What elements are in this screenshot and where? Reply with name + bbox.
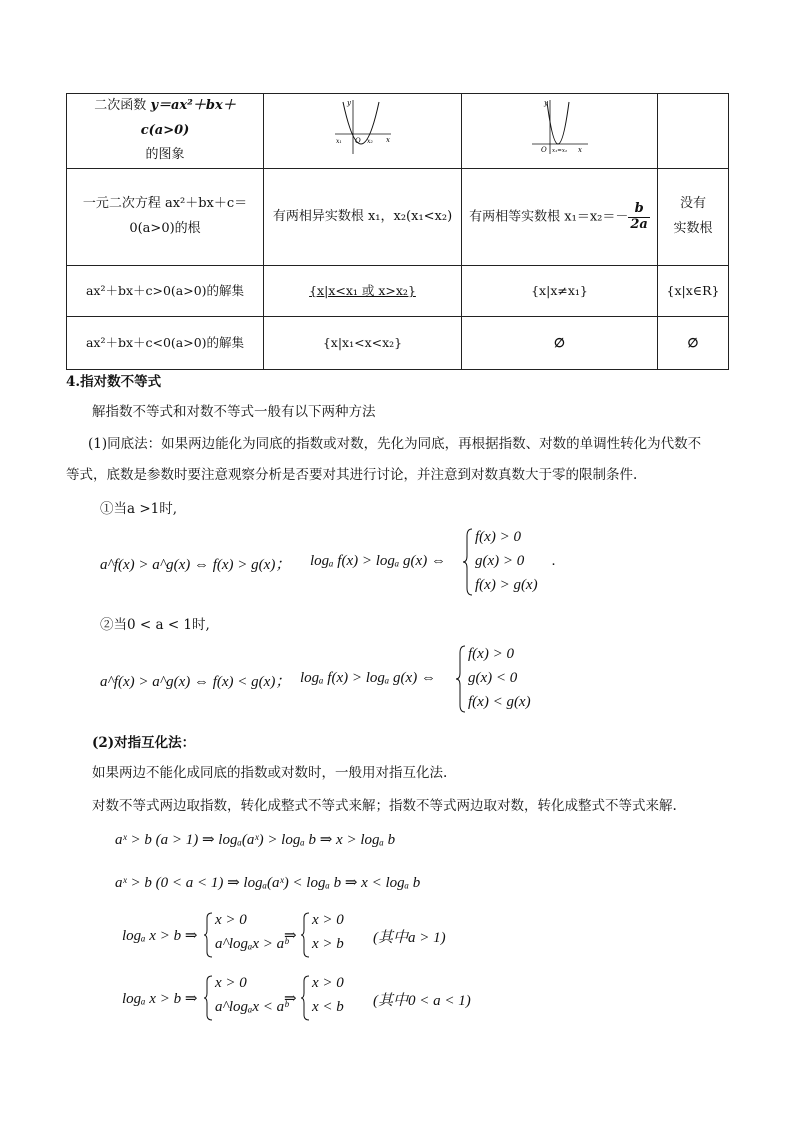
case2-label: ②当0 < a < 1时, bbox=[100, 617, 210, 633]
brace-icon bbox=[300, 912, 310, 958]
table-row-graph bbox=[67, 94, 729, 169]
case2-exp-equivalence: a^f(x) > a^g(x) ⇔ f(x) < g(x)； bbox=[100, 674, 291, 690]
row-label-roots: 一元二次方程 ax²＋bx＋c＝ 0(a>0)的根 bbox=[67, 169, 264, 266]
brace-icon bbox=[300, 975, 310, 1021]
less-two-roots: {x|x₁<x<x₂} bbox=[264, 317, 462, 370]
label-x1: x₁ bbox=[335, 138, 342, 146]
origin-label: O bbox=[540, 146, 547, 155]
formula3-system1-line1: x > 0 bbox=[215, 912, 247, 928]
formula4-lhs: logₐ x > b ⇒ bbox=[122, 991, 198, 1007]
formula4-system1-line1: x > 0 bbox=[215, 975, 247, 991]
case2-log-equivalence: logₐ f(x) > logₐ g(x) ⇔ bbox=[300, 670, 436, 686]
row-label-graph: 二次函数 y＝ax²＋bx＋c(a>0) 的图象 bbox=[67, 94, 264, 169]
label-x1-equals-x2: x₁=x₂ bbox=[551, 148, 567, 155]
case2-system-line2: g(x) < 0 bbox=[468, 670, 518, 686]
method2-line1: 如果两边不能化成同底的指数或对数时，一般用对指互化法. bbox=[92, 765, 448, 781]
greater-one-root: {x|x≠x₁} bbox=[462, 266, 658, 317]
quadratic-formula: y＝ax²＋bx＋c(a>0) bbox=[140, 98, 236, 138]
formula4-condition: (其中0 < a < 1) bbox=[373, 993, 471, 1009]
graph-one-root bbox=[462, 94, 658, 169]
brace-icon bbox=[203, 975, 213, 1021]
brace-icon bbox=[462, 528, 474, 596]
table-row-less bbox=[67, 317, 729, 370]
two-distinct-roots: 有两相异实数根 x₁，x₂(x₁<x₂) bbox=[264, 169, 462, 266]
origin-label: O bbox=[354, 137, 361, 146]
case1-log-equivalence: logₐ f(x) > logₐ g(x) ⇔ bbox=[310, 553, 446, 569]
case2-system-line1: f(x) > 0 bbox=[468, 646, 514, 662]
less-one-root: ∅ bbox=[462, 317, 658, 370]
case1-exp-equivalence: a^f(x) > a^g(x) ⇔ f(x) > g(x)； bbox=[100, 557, 291, 573]
formula4-system2-line2: x < b bbox=[312, 999, 344, 1015]
no-real-roots: 没有 实数根 bbox=[658, 169, 729, 266]
brace-icon bbox=[455, 645, 467, 713]
case1-period: . bbox=[552, 553, 556, 569]
case1-system-line3: f(x) > g(x) bbox=[475, 577, 538, 593]
axis-label-x: x bbox=[577, 146, 582, 155]
axis-label-y: y bbox=[346, 99, 351, 108]
formula3-condition: (其中a > 1) bbox=[373, 930, 446, 946]
row-label-greater: ax²＋bx＋c>0(a>0)的解集 bbox=[67, 266, 264, 317]
fraction-b-over-2a: $\frac{b}{2a}$ bbox=[630, 201, 648, 232]
formula3-system2-line2: x > b bbox=[312, 936, 344, 952]
case1-system-line1: f(x) > 0 bbox=[475, 529, 521, 545]
section-heading: 4.指对数不等式 bbox=[66, 374, 162, 390]
formula3-arrow: ⇒ bbox=[284, 928, 297, 944]
greater-no-root: {x|x∈R} bbox=[658, 266, 729, 317]
two-equal-roots: 有两相等实数根 x₁＝x₂＝－ $\frac{b}{2a}$ bbox=[462, 169, 658, 266]
formula4-arrow: ⇒ bbox=[284, 991, 297, 1007]
parabola-two-roots-graph bbox=[333, 96, 393, 156]
table-row-roots bbox=[67, 169, 729, 266]
formula4-system1-line2: a^logₐx < aᵇ bbox=[215, 999, 289, 1015]
case1-system-line2: g(x) > 0 bbox=[475, 553, 525, 569]
label-x2: x₂ bbox=[366, 138, 373, 146]
method2-line2: 对数不等式两边取指数，转化成整式不等式来解；指数不等式两边取对数，转化成整式不等式来解. bbox=[92, 798, 677, 814]
graph-no-root bbox=[658, 94, 729, 169]
parabola-one-root-graph bbox=[530, 96, 590, 156]
method2-heading: (2)对指互化法： bbox=[92, 735, 196, 751]
brace-icon bbox=[203, 912, 213, 958]
formula4-system2-line1: x > 0 bbox=[312, 975, 344, 991]
table-row-greater bbox=[67, 266, 729, 317]
case1-label: ①当a >1时, bbox=[100, 501, 178, 517]
formula3-system1-line2: a^logₐx > aᵇ bbox=[215, 936, 289, 952]
axis-label-y: y bbox=[543, 99, 548, 108]
row-label-less: ax²＋bx＋c<0(a>0)的解集 bbox=[67, 317, 264, 370]
quadratic-table bbox=[66, 93, 729, 370]
case2-system-line3: f(x) < g(x) bbox=[468, 694, 531, 710]
method1-line1: (1)同底法：如果两边能化为同底的指数或对数，先化为同底，再根据指数、对数的单调性转化为代数不 bbox=[88, 436, 702, 452]
intro-text: 解指数不等式和对数不等式一般有以下两种方法 bbox=[92, 404, 376, 420]
formula-exp-a-lt-1: aˣ > b (0 < a < 1) ⇒ logₐ(aˣ) < logₐ b ⇒ x < logₐ b bbox=[115, 875, 421, 891]
formula3-lhs: logₐ x > b ⇒ bbox=[122, 928, 198, 944]
method1-line2: 等式，底数是参数时要注意观察分析是否要对其进行讨论，并注意到对数真数大于零的限制条件. bbox=[66, 467, 638, 483]
greater-two-roots: {x|x<x₁ 或 x>x₂} bbox=[264, 266, 462, 317]
less-no-root: ∅ bbox=[658, 317, 729, 370]
graph-two-roots bbox=[264, 94, 462, 169]
formula-exp-a-gt-1: aˣ > b (a > 1) ⇒ logₐ(aˣ) > logₐ b ⇒ x > logₐ b bbox=[115, 832, 396, 848]
formula3-system2-line1: x > 0 bbox=[312, 912, 344, 928]
axis-label-x: x bbox=[385, 136, 390, 145]
